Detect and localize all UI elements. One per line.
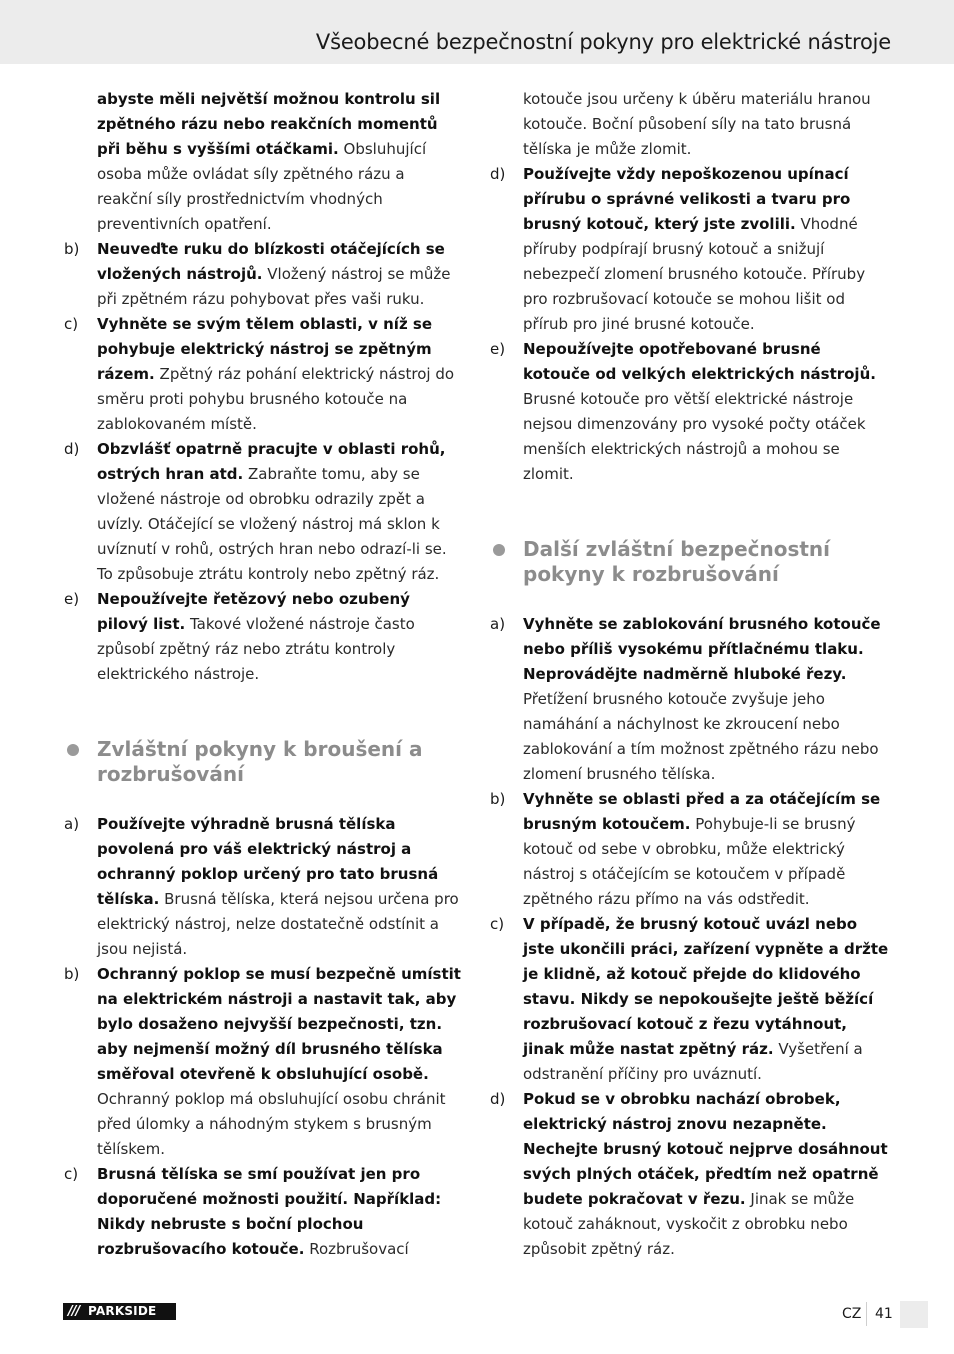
item-bold-text: Brusná tělíska se smí používat jen pro doporučené možnosti použití. Například: Nikdy nebruste s boční plochou rozbrušovacího kotouče.: [97, 1165, 442, 1258]
item-marker: e): [64, 590, 80, 608]
item-bold-text: Vyhněte se svým tělem oblasti, v níž se pohybuje elektrický nástroj se zpětným rázem.: [97, 315, 432, 383]
continued-item: [490, 87, 890, 162]
item-marker: b): [64, 965, 80, 983]
list-item: [490, 612, 890, 787]
item-bold-text: abyste měli největší možnou kontrolu sil zpětného rázu nebo reakčních momentů při běhu s vyššími otáčkami.: [97, 90, 441, 158]
list-item: [490, 162, 890, 337]
item-text: Pohybuje-li se brusný kotouč od sebe v obrobku, může elektrický nástroj s otáčejícím se kotoučem v případě zpětného rázu přímo na vás odstředit.: [523, 815, 856, 908]
bullet-dot-icon: [493, 544, 505, 556]
section-heading: [64, 737, 464, 787]
item-marker: a): [490, 615, 506, 633]
list-item: [64, 962, 464, 1162]
item-bold-text: Pokud se v obrobku nachází obrobek, elektrický nástroj znovu nezapněte. Nechejte brusný kotouč nejprve dosáhnout svých plných otáček, předtím než opatrně budete pokračovat v řezu.: [523, 1090, 888, 1208]
item-text: Jinak se může kotouč zaháknout, vyskočit z obrobku nebo způsobit zpětný ráz.: [523, 1190, 855, 1258]
item-marker: c): [490, 915, 505, 933]
bullet-dot-icon: [67, 744, 79, 756]
item-bold-text: Neuveďte ruku do blízkosti otáčejících se vložených nástrojů.: [97, 240, 445, 283]
item-text: Vložený nástroj se může při zpětném rázu pohybovat přes vaši ruku.: [97, 265, 451, 308]
item-text: Ochranný poklop má obsluhující osobu chránit před úlomky a náhodným stykem s brusným tělískem.: [97, 1090, 446, 1158]
item-text: Vyšetření a odstranění příčiny pro uváznutí.: [523, 1040, 863, 1083]
footer-corner-box: [900, 1301, 928, 1328]
item-marker: c): [64, 1165, 79, 1183]
item-bold-text: Nepoužívejte řetězový nebo ozubený pilový list.: [97, 590, 410, 633]
item-marker: e): [490, 340, 506, 358]
item-text: Zpětný ráz pohání elektrický nástroj do směru proti pohybu brusného kotouče na zablokovaném místě.: [97, 365, 455, 433]
footer-divider: [866, 1302, 867, 1326]
item-text: Brusné kotouče pro větší elektrické nástroje nejsou dimenzovány pro vysoké počty otáček menších elektrických nástrojů a mohou se zlomit.: [523, 390, 866, 483]
list-item: [64, 312, 464, 437]
item-marker: a): [64, 815, 80, 833]
item-bold-text: Ochranný poklop se musí bezpečně umístit na elektrickém nástroji a nastavit tak, aby bylo dosaženo nejvyšší bezpečnosti, tzn. aby nejmenší možný díl brusného tělíska směřoval otevřeně k obsluhující osobě.: [97, 965, 461, 1083]
item-marker: b): [490, 790, 506, 808]
page-title: Všeobecné bezpečnostní pokyny pro elektrické nástroje: [315, 30, 891, 54]
item-text: Zabraňte tomu, aby se vložené nástroje od obrobku odrazily zpět a uvízly. Otáčející se vložený nástroj má sklon k uvíznutí v rohů, ostrých hran nebo odrazí-li se. To způsobuje ztrátu kontroly nebo zpětný ráz.: [97, 465, 447, 583]
item-text: Rozbrušovací: [309, 1240, 409, 1258]
list-item: [64, 587, 464, 687]
item-text: Přetížení brusného kotouče zvyšuje jeho namáhání a náchylnost ke zkroucení nebo zablokování a tím možnost zpětného rázu nebo zlomení brusného tělíska.: [523, 690, 879, 783]
list-item: [64, 1162, 464, 1262]
continued-item: [64, 87, 464, 237]
list-item: [490, 1087, 890, 1262]
item-text: kotouče jsou určeny k úběru materiálu hranou kotouče. Boční působení síly na tato brusná tělíska je může zlomit.: [523, 90, 871, 158]
item-marker: b): [64, 240, 80, 258]
list-item: [490, 912, 890, 1087]
logo-brand: PARKSIDE: [88, 1304, 157, 1318]
item-bold-text: Používejte vždy nepoškozenou upínací přírubu o správné velikosti a tvaru pro brusný kotouč, který jste zvolili.: [523, 165, 851, 233]
item-bold-text: V případě, že brusný kotouč uvázl nebo jste ukončili práci, zařízení vypněte a držte je klidně, až kotouč přejde do klidového stavu. Nikdy se nepokoušejte ještě běžící rozbrušovací kotouč z řezu vytáhnout, jinak může nastat zpětný ráz.: [523, 915, 889, 1058]
list-item: [64, 437, 464, 587]
section-title: Další zvláštní bezpečnostní pokyny k rozbrušování: [523, 537, 831, 586]
item-text: Obsluhující osoba může ovládat síly zpětného rázu a reakční síly prostřednictvím vhodných preventivních opatření.: [97, 140, 427, 233]
item-marker: c): [64, 315, 79, 333]
list-item: [490, 337, 890, 487]
page-number: 41: [875, 1306, 893, 1322]
item-text: Takové vložené nástroje často způsobí zpětný ráz nebo ztrátu kontroly elektrického nástroje.: [97, 615, 415, 683]
item-text: Brusná tělíska, která nejsou určena pro elektrický nástroj, nelze dostatečně odstínit a jsou nejistá.: [97, 890, 459, 958]
item-marker: d): [490, 165, 506, 183]
section-heading: [490, 537, 890, 587]
item-bold-text: Obzvlášť opatrně pracujte v oblasti rohů, ostrých hran atd.: [97, 440, 446, 483]
item-bold-text: Vyhněte se zablokování brusného kotouče nebo příliš vysokému přítlačnému tlaku. Neprovádějte nadměrně hluboké řezy.: [523, 615, 881, 683]
list-item: [64, 237, 464, 312]
item-bold-text: Nepoužívejte opotřebované brusné kotouče od velkých elektrických nástrojů.: [523, 340, 876, 383]
logo-slashes: ///: [68, 1304, 80, 1319]
item-marker: d): [490, 1090, 506, 1108]
item-marker: d): [64, 440, 80, 458]
parkside-logo: [63, 1303, 176, 1320]
list-item: [64, 812, 464, 962]
left-column: [64, 87, 464, 1262]
section-title: Zvláštní pokyny k broušení a rozbrušování: [97, 737, 423, 786]
item-bold-text: Vyhněte se oblasti před a za otáčejícím se brusným kotoučem.: [523, 790, 881, 833]
item-text: Vhodné příruby podpírají brusný kotouč a snižují nebezpečí zlomení brusného kotouče. Příruby pro rozbrušovací kotouče se mohou lišit od přírub pro jiné brusné kotouče.: [523, 215, 866, 333]
item-bold-text: Používejte výhradně brusná tělíska povolená pro váš elektrický nástroj a ochranný poklop určený pro tato brusná tělíska.: [97, 815, 439, 908]
list-item: [490, 787, 890, 912]
right-column: [490, 87, 890, 1262]
language-code: CZ: [842, 1306, 862, 1322]
